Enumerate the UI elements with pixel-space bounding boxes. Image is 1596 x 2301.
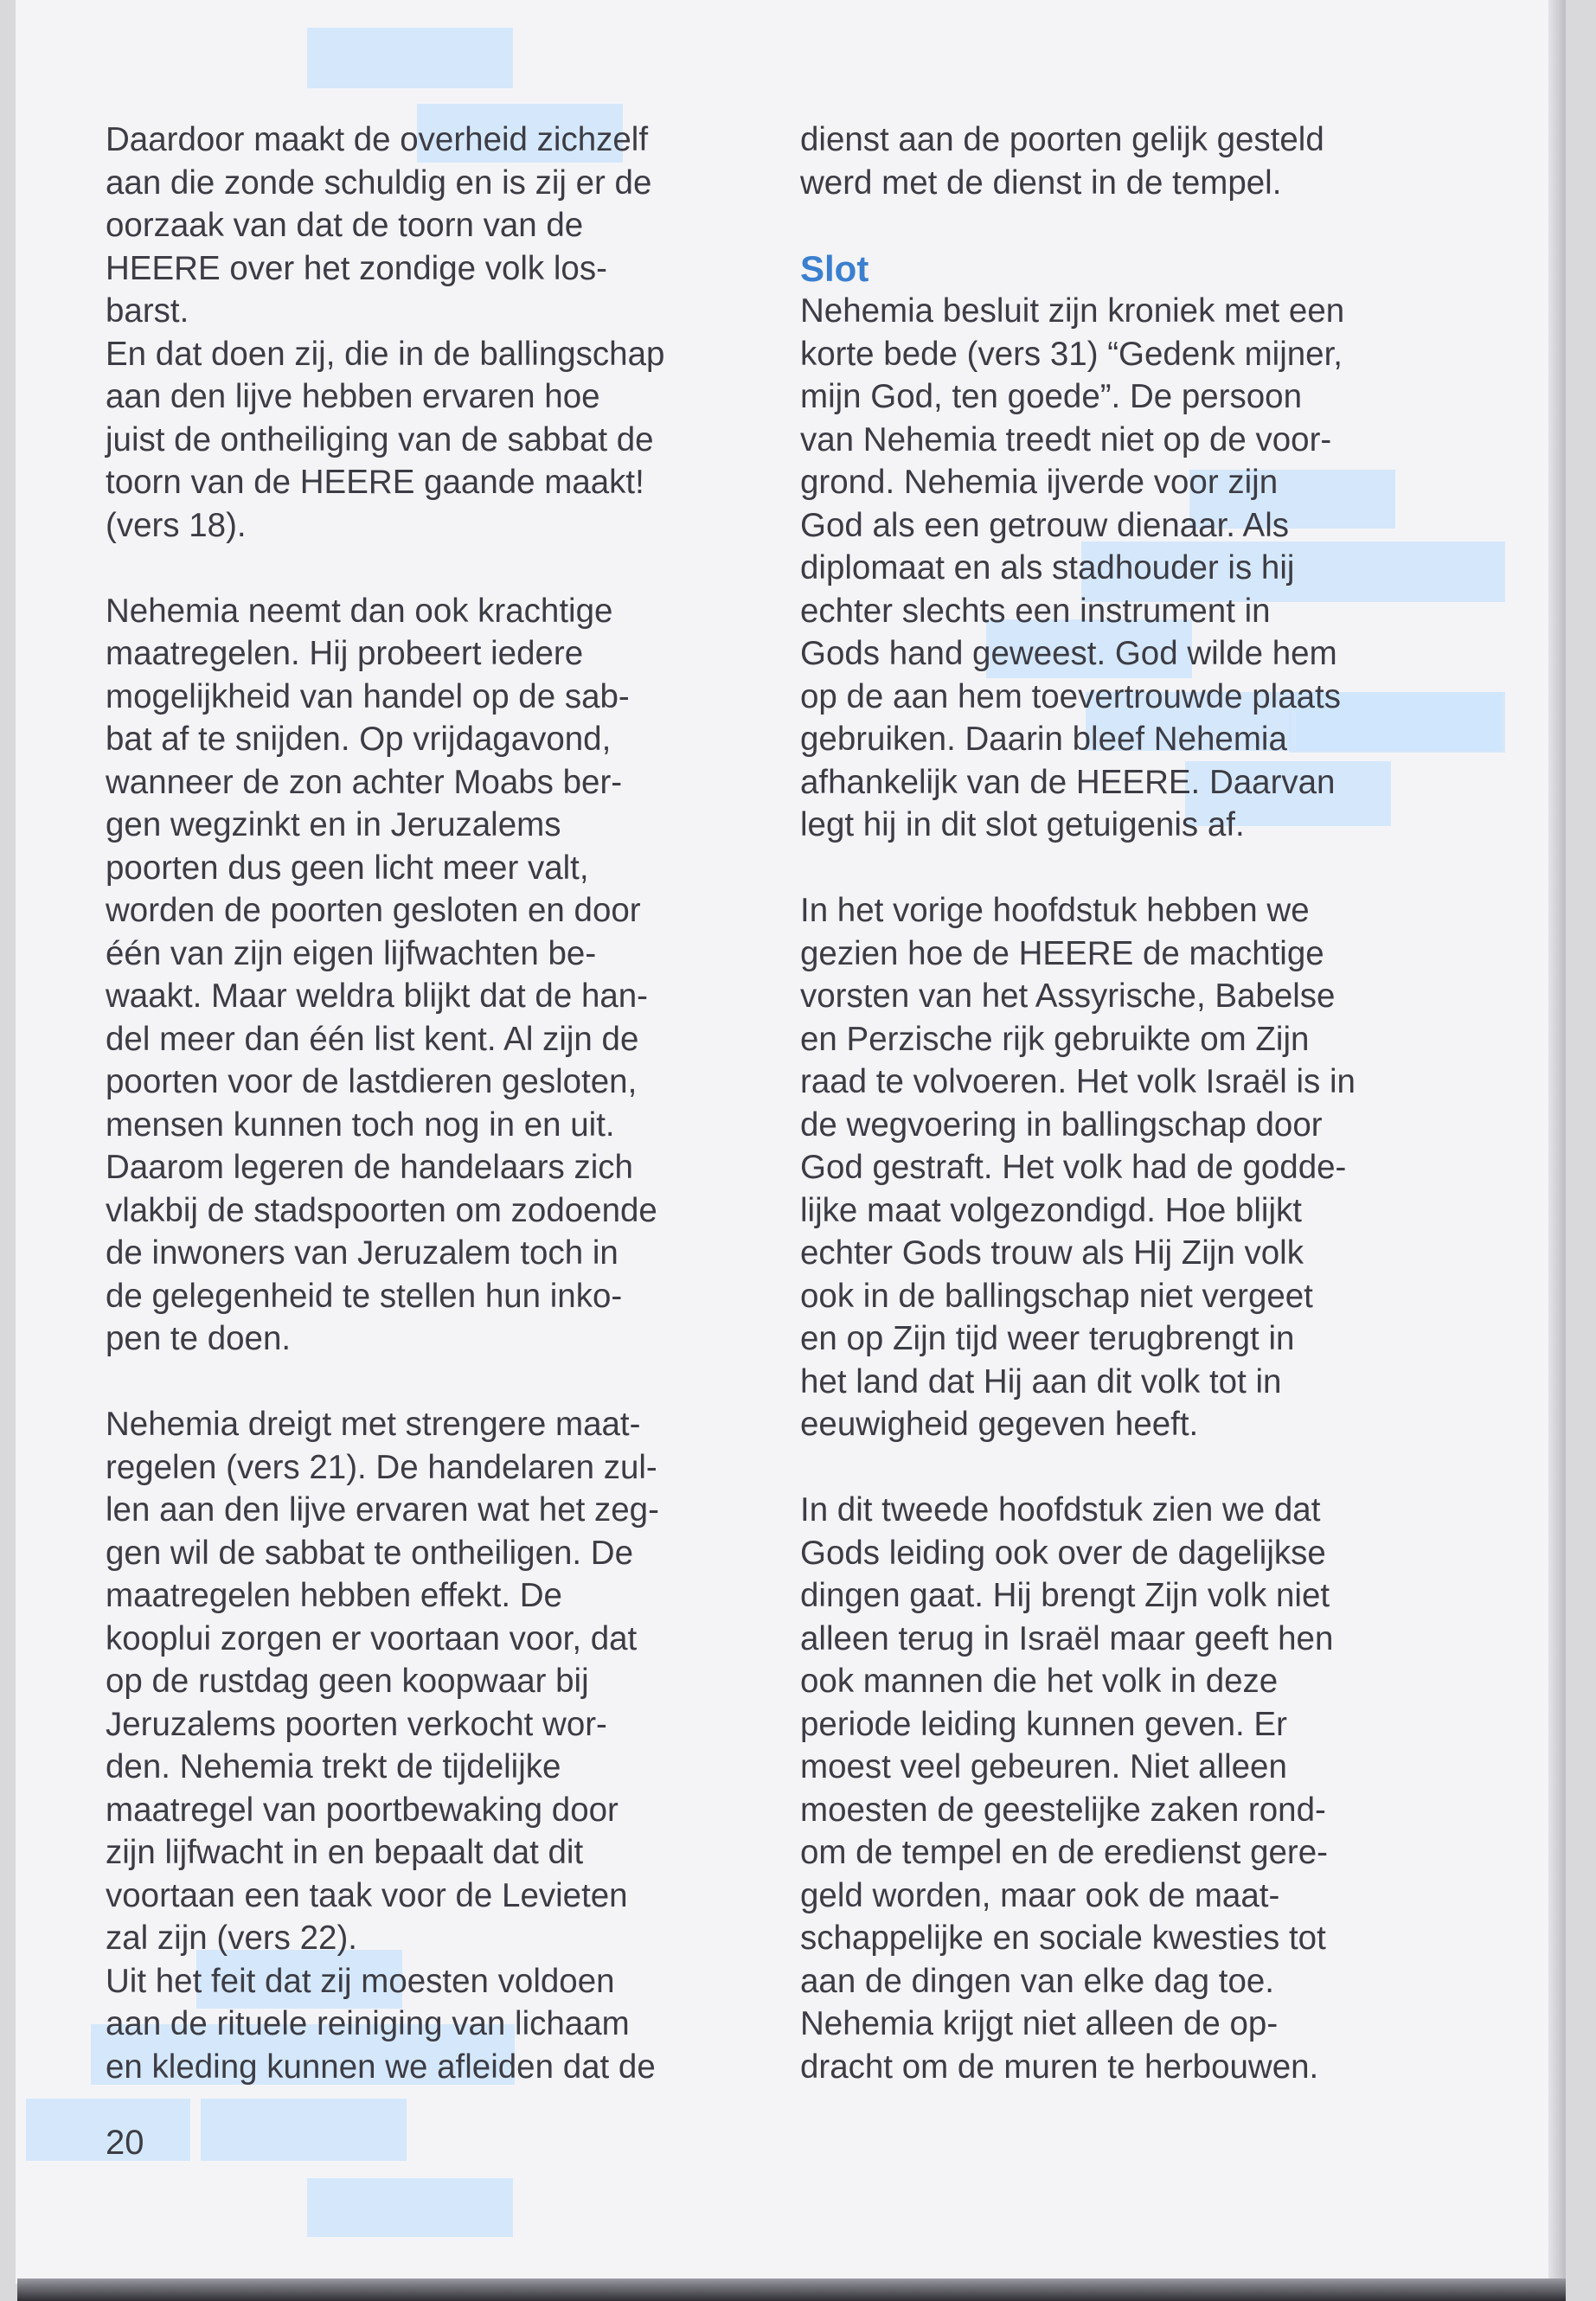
highlight-block: [307, 2178, 513, 2237]
text-line: Daardoor maakt de overheid zichzelf: [106, 121, 649, 158]
text-line: afhankelijk van de HEERE. Daarvan: [800, 763, 1336, 801]
text-line: gen wil de sabbat te ontheiligen. De: [106, 1534, 634, 1572]
text-line: len aan den lijve ervaren wat het zeg-: [106, 1491, 659, 1529]
text-line: oorzaak van dat de toorn van de: [106, 207, 584, 244]
text-line: (vers 18).: [106, 506, 247, 544]
text-line: Jeruzalems poorten verkocht wor-: [106, 1705, 607, 1743]
text-line: worden de poorten gesloten en door: [106, 892, 641, 929]
text-line: legt hij in dit slot getuigenis af.: [800, 806, 1245, 843]
text-line: waakt. Maar weldra blijkt dat de han-: [106, 977, 648, 1015]
text-line: aan de dingen van elke dag toe.: [800, 1962, 1275, 2000]
text-line: kooplui zorgen er voortaan voor, dat: [106, 1619, 638, 1657]
text-line: gen wegzinkt en in Jeruzalems: [106, 806, 561, 843]
text-line: In dit tweede hoofdstuk zien we dat: [800, 1491, 1321, 1529]
page-bottom-edge: [17, 2279, 1566, 2301]
text-line: maatregelen. Hij probeert iedere: [106, 635, 584, 672]
text-line: de wegvoering in ballingschap door: [800, 1106, 1323, 1144]
book-spine-shadow: [1548, 0, 1566, 2284]
text-line: Nehemia neemt dan ook krachtige: [106, 592, 613, 630]
text-line: maatregelen hebben effekt. De: [106, 1577, 562, 1614]
text-line: raad te volvoeren. Het volk Israël is in: [800, 1063, 1356, 1100]
continuation-text: [800, 119, 1458, 204]
text-line: den. Nehemia trekt de tijdelijke: [106, 1748, 561, 1785]
text-line: en Perzische rijk gebruikte om Zijn: [800, 1020, 1310, 1058]
text-line: van Nehemia treedt niet op de voor-: [800, 420, 1332, 458]
text-line: de gelegenheid te stellen hun inko-: [106, 1277, 623, 1315]
text-line: Nehemia dreigt met strengere maat-: [106, 1406, 641, 1443]
text-line: dracht om de muren te herbouwen.: [800, 2048, 1319, 2086]
text-line: poorten dus geen licht meer valt,: [106, 849, 589, 887]
text-line: zal zijn (vers 22).: [106, 1920, 357, 1957]
text-line: ook mannen die het volk in deze: [800, 1663, 1279, 1700]
text-line: en op Zijn tijd weer terugbrengt in: [800, 1320, 1295, 1357]
highlight-block: [307, 28, 513, 88]
text-line: del meer dan één list kent. Al zijn de: [106, 1020, 639, 1058]
text-line: moest veel gebeuren. Niet alleen: [800, 1748, 1287, 1785]
text-line: de inwoners van Jeruzalem toch in: [106, 1234, 619, 1272]
paragraph: [800, 1489, 1458, 2088]
text-line: korte bede (vers 31) “Gedenk mijner,: [800, 335, 1343, 373]
text-line: Nehemia krijgt niet alleen de op-: [800, 2005, 1279, 2042]
text-line: maatregel van poortbewaking door: [106, 1791, 619, 1829]
text-line: moesten de geestelijke zaken rond-: [800, 1791, 1326, 1829]
text-line: Gods leiding ook over de dagelijkse: [800, 1534, 1326, 1572]
text-line: één van zijn eigen lijfwachten be-: [106, 934, 597, 972]
text-line: wanneer de zon achter Moabs ber-: [106, 763, 623, 801]
text-line: en kleding kunnen we afleiden dat de: [106, 2048, 656, 2086]
text-line: alleen terug in Israël maar geeft hen: [800, 1619, 1334, 1657]
highlight-block: [201, 2099, 407, 2161]
text-line: echter slechts een instrument in: [800, 592, 1271, 630]
text-line: om de tempel en de eredienst gere-: [800, 1834, 1328, 1871]
right-column: [800, 119, 1458, 2088]
text-line: geld worden, maar ook de maat-: [800, 1876, 1280, 1914]
text-line: vorsten van het Assyrische, Babelse: [800, 977, 1336, 1015]
text-line: schappelijke en sociale kwesties tot: [800, 1920, 1326, 1957]
paragraph: [106, 1403, 728, 2088]
paragraph: [106, 119, 728, 547]
text-line: poorten voor de lastdieren gesloten,: [106, 1063, 638, 1100]
text-line: HEERE over het zondige volk los-: [106, 249, 607, 287]
text-line: God gestraft. Het volk had de godde-: [800, 1149, 1347, 1186]
text-line: eeuwigheid gegeven heeft.: [800, 1406, 1199, 1443]
text-line: grond. Nehemia ijverde voor zijn: [800, 464, 1279, 501]
text-line: diplomaat en als stadhouder is hij: [800, 549, 1295, 586]
text-line: het land dat Hij aan dit volk tot in: [800, 1362, 1282, 1400]
text-line: voortaan een taak voor de Levieten: [106, 1876, 628, 1914]
text-line: mijn God, ten goede”. De persoon: [800, 378, 1302, 415]
text-line: pen te doen.: [106, 1320, 292, 1357]
paragraph: [800, 290, 1458, 847]
text-line: echter Gods trouw als Hij Zijn volk: [800, 1234, 1304, 1272]
text-line: aan den lijve hebben ervaren hoe: [106, 378, 600, 415]
text-line: ook in de ballingschap niet vergeet: [800, 1277, 1313, 1315]
text-line: Nehemia besluit zijn kroniek met een: [800, 292, 1345, 330]
text-line: mogelijkheid van handel op de sab-: [106, 677, 630, 715]
text-line: op de aan hem toevertrouwde plaats: [800, 677, 1341, 715]
text-line: gebruiken. Daarin bleef Nehemia: [800, 721, 1287, 758]
text-line: werd met de dienst in de tempel.: [800, 163, 1282, 202]
text-line: op de rustdag geen koopwaar bij: [106, 1663, 589, 1700]
text-line: God als een getrouw dienaar. Als: [800, 506, 1290, 544]
text-line: Uit het feit dat zij moesten voldoen: [106, 1962, 615, 2000]
text-line: In het vorige hoofdstuk hebben we: [800, 892, 1310, 929]
text-line: aan de rituele reiniging van lichaam: [106, 2005, 630, 2042]
text-line: aan die zonde schuldig en is zij er de: [106, 163, 652, 202]
left-column: [106, 119, 728, 2088]
page-number: 20: [106, 2124, 144, 2162]
text-line: gezien hoe de HEERE de machtige: [800, 934, 1324, 972]
text-line: mensen kunnen toch nog in en uit.: [106, 1106, 615, 1144]
text-line: juist de ontheiliging van de sabbat de: [106, 420, 654, 458]
text-line: dienst aan de poorten gelijk gesteld: [800, 121, 1324, 158]
text-line: barst.: [106, 292, 189, 330]
paragraph: [106, 590, 728, 1361]
text-line: vlakbij de stadspoorten om zodoende: [106, 1191, 657, 1229]
text-line: lijke maat volgezondigd. Hoe blijkt: [800, 1191, 1302, 1229]
section-heading: Slot: [800, 247, 869, 289]
text-line: Daarom legeren de handelaars zich: [106, 1149, 633, 1186]
text-line: En dat doen zij, die in de ballingschap: [106, 335, 665, 373]
text-line: Gods hand geweest. God wilde hem: [800, 635, 1337, 672]
text-line: toorn van de HEERE gaande maakt!: [106, 464, 644, 501]
paragraph: [800, 889, 1458, 1446]
text-line: dingen gaat. Hij brengt Zijn volk niet: [800, 1577, 1330, 1614]
text-line: periode leiding kunnen geven. Er: [800, 1705, 1287, 1743]
text-line: regelen (vers 21). De handelaren zul-: [106, 1448, 657, 1486]
text-line: zijn lijfwacht in en bepaalt dat dit: [106, 1834, 584, 1871]
text-line: bat af te snijden. Op vrijdagavond,: [106, 721, 612, 758]
